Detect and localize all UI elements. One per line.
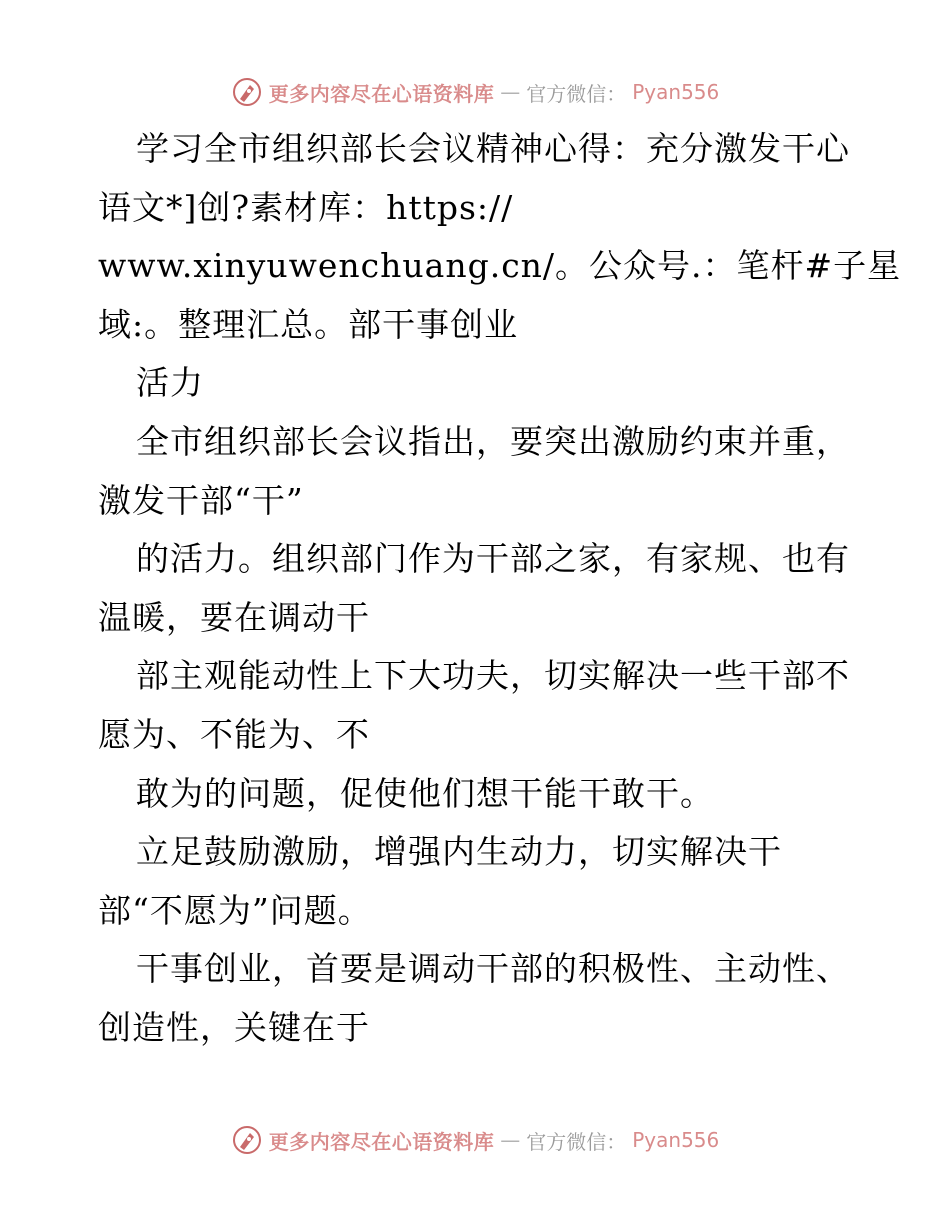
text-line: 愿为、不能为、不 xyxy=(98,714,370,754)
pen-nib-logo-icon xyxy=(231,1124,263,1156)
text-line: 活力 xyxy=(136,363,204,403)
document-body xyxy=(98,120,902,1058)
footer-watermark xyxy=(0,1120,950,1160)
watermark-wechat-id: Pyan556 xyxy=(632,1128,720,1152)
watermark-main-text: 更多内容尽在心语资料库 xyxy=(268,1129,495,1154)
text-line: 创造性，关键在于 xyxy=(98,1007,370,1047)
text-line: 语文*]创?素材库：https:// xyxy=(98,187,514,227)
pen-nib-logo-icon xyxy=(231,76,263,108)
text-line: 温暖，要在调动干 xyxy=(98,597,370,637)
text-line: 学习全市组织部长会议精神心得：充分激发干心 xyxy=(136,129,850,168)
watermark-official-label: 官方微信： xyxy=(526,81,627,106)
watermark-wechat-id: Pyan556 xyxy=(632,80,720,104)
watermark-official-label: 官方微信： xyxy=(526,1129,627,1154)
text-line: 域:。整理汇总。部干事创业 xyxy=(98,304,519,344)
text-line: 的活力。组织部门作为干部之家，有家规、也有 xyxy=(136,539,850,579)
header-watermark xyxy=(0,72,950,112)
text-line: 立足鼓励激励，增强内生动力，切实解决干 xyxy=(136,832,782,872)
text-line: 干事创业，首要是调动干部的积极性、主动性、 xyxy=(136,949,850,989)
watermark-separator: — xyxy=(500,80,521,104)
text-line: 激发干部“干” xyxy=(98,480,304,520)
text-line: 部主观能动性上下大功夫，切实解决一些干部不 xyxy=(136,656,850,696)
text-line: 部“不愿为”问题。 xyxy=(98,890,372,930)
text-line: www.xinyuwenchuang.cn/。公众号.：笔杆#子星 xyxy=(98,246,902,286)
text-line: 敢为的问题，促使他们想干能干敢干。 xyxy=(136,773,714,813)
watermark-main-text: 更多内容尽在心语资料库 xyxy=(268,81,495,106)
watermark-separator: — xyxy=(500,1128,521,1152)
text-line: 全市组织部长会议指出，要突出激励约束并重， xyxy=(136,421,850,461)
